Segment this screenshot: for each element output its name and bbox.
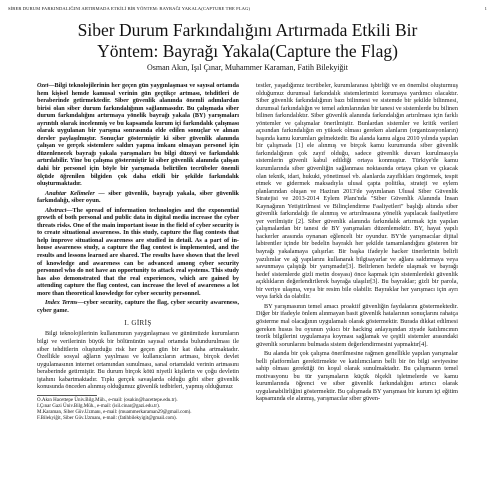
anahtar-text: siber güvenlik, bayrağı yakala, siber güvenlik farkındalığı, siber oyun.: [37, 189, 239, 205]
body-paragraph-2: BY yarışmasının temel amacı proaktif güvenliğin faydalarını göstermektedir. Diğer bir ifadeyle önlem alınmayan basit güvenlik hatalarının sonuçlarını rahatça gösterme mal olacağının uygulamalı olarak göstermektir. Burada dikkat edilmesi gereken husus bu oyunun yıkıcı bir hacking anlayışından ziyade katılımcının teorik bilgilerini uygulamaya koyması sağlamak ve çeşitli sistemler arasındaki güvenlik sorunlarını bulmada sistem değerlendirmesini yapmaktır[4].: [256, 302, 458, 348]
index-terms: [37, 299, 239, 314]
footnote-akin: O.Akın Hacettepe Üniv.Bilg.Müh., e-mail: (osakin@hacettepe.edu.tr).: [37, 397, 178, 403]
turkish-keywords: [37, 190, 239, 205]
running-head: [8, 6, 487, 14]
abstract-text: The spread of information technologies and the exponential growth of both personal and public data in digital media increase the cyber threats risks. One of the main important issue in the field of cyber security is to create situational awareness. In this study, capture the flag contests that help improve situational awareness are studied in detail. As a part of in-house awareness study, a capture the flag contest is implemented, and the results and lessons learned are shared. The results have shown that the level of knowledge and awareness can be advanced among cyber security personnel who do not have an opportunity to attack real systems. This study has also demonstrated that the real experiences, which are gained by attending capture the flag contest, can increase the level of awareness a lot more than theoretical knowledge for cyber security personnel.: [37, 206, 239, 297]
page-number: 1: [484, 6, 487, 11]
running-head-title: SİBER DURUM FARKINDALIĞINI ARTIRMADA ETKİLİ BİR YÖNTEM: BAYRAĞI YAKALA(CAPTURE THE FLAG): [8, 6, 251, 11]
ozet-label: Özet—: [37, 82, 55, 89]
section-heading-introduction: I. GİRİŞ: [124, 319, 152, 328]
anahtar-label: Anahtar Kelimeler —: [45, 189, 105, 197]
author-list: Osman Akın, Işıl Çınar, Muhammer Karaman, Fatih Bilekyiğit: [147, 63, 348, 72]
footnote-bilekyigit: F.Bilekyiğit, Siber Güv.Uzmanı, e-mail: (fatihbilekyigit@gmail.com).: [37, 416, 177, 422]
index-terms-label: Index Terms: [45, 299, 78, 307]
paper-title: [0, 20, 495, 62]
paper-title-line-2: Yöntem: Bayrağı Yakala(Capture the Flag): [97, 41, 398, 61]
left-column: [37, 82, 239, 489]
footnote-cinar: I.Çınar Gazi Üniv.Bilg.Müh., e-mail: (isil.cinar@gazi.edu.tr).: [37, 403, 160, 409]
footnote-divider: [37, 395, 97, 396]
body-paragraph-3: Bu alanda bir çok çalışma önerilmesine rağmen genellikle yapılan yarışmalar belli platformları gerektirmekte ve katılımcıların belli bir ön bilgi seviyesine sahip olması gerektiği ön koşul olarak sunulmaktadır. Bu çalışmanın temel motivasyonu bu tür yarışmaların küçük ölçekli işletmelerde ve kamu kurumlarında öğrenci ve siber güvenlik farkındalığını artırıcı olarak uygulanabilirliğini göstermektir. Bu çalışmada BY yarışması bir kurum içi eğitim kapsamında ele alınmış, yarışmacılar siber güven-: [256, 350, 458, 403]
english-abstract: [37, 207, 239, 298]
abstract-label: Abstract—: [45, 206, 73, 214]
turkish-abstract: [37, 82, 239, 188]
body-paragraph-1: testler, yaşadığımız tecrübeler, kurumlararası işbirliği ve en önemlisi oluşturmuş olduğumuz durumsal farkındalık sistemlerimizi korumaya yardımcı olacaktır. Siber güvenlik farkındalığının bazı bilinmesi ve sistemde bir şekilde bilinmesi, durumsal farkındalığın ve temel adımlarından bir tanesi ve sistemlerde bu bilinen bilinen farkındalıktır. Siber güvenlik alanında farkındalığın artırılması için farklı yöntemler ve çalışmalar önerilmiştir. Bunlardan sistemler ve kritik verileri açısından farkındalığın en yüksek olması gereken alanların (organizasyonların) başında kamu kurumları gelmektedir. Bu alanda kamu algısı 2010 yılında yapılan bir çalışmada [1] ele alınmış ve birçok kamu kurumunda siber güvenlik farkındalığının çok zayıf olduğu, sadece güvenlik duvarı kurulmasıyla sistemlerin güvenli kabul edildiği ortaya konmuştur. Türkiye'de kamu kurumlarında siber güvenliğin sağlanması noktasında ortaya çıkan ve çıkacak olan teknik, idari, hukuki, yönetimsel vb. alanlarda zayıflıkları öngörmek, tespit etmek ve gidermek maksadıyla ulusal çapta politika, strateji ve eylem planlarından oluşan ve Haziran 2013'de yayımlanan Ulusal Siber Güvenlik Stratejisi ve 2013-2014 Eylem Planı'nda "Siber Güvenlik Alanında İnsan Kaynağının Yetiştirilmesi ve Bilinçlendirme Faaliyetleri" başlığı altında siber güvenlik farkındalığı ile alınmış ve artırılmasına yönelik yapılacak faaliyetlere yer verilmiştir [2]. Siber güvenlik alanında farkındalık artırmak için yapılan çalışmalardan bir tanesi de BY yarışmaları düzenlemektir. BY, hayat yapılı hackerler arasında oynanan eğlenceli bir oyundur. BY'de yarışmacılar dijital labirentler içinde bir bedelin bayraklı her şekilde tamamlandığını gösteren bir bayrağı yakalamaya çalışırlar. Bir başka ifadeyle hacker tinerlerinin belirli yazılımlar ve ağ yapılarını kullanarak bilgisayarlar ve ağlara saldırmaya veya savunmaya çalıştığı bir yarışmadır[3]. Belirlenen hedefe ulaşmak ve bayrağı hedef sistemlerde gizli metin dosyası) önce kapmak için sistemlerdeki güvenlik açıklıkların değerlendirilerek bayrağa ulaşılır[3]. Bu bayraklar; gizli bir parola, bir veriye ulaşma, veya bir resim bile olabilir. Bayraklar her yarışmacı için ayrı veya farklı da olabilir.: [256, 82, 458, 301]
footnote-karaman: M.Karaman, Siber Güv.Uzmanı, e-mail: (muammerkaraman29@gmail.com).: [37, 410, 192, 416]
ozet-text: Bilgi teknolojilerinin her geçen gün yaygınlaşması ve sayısal ortamda hem kişisel hemde kamusal verinin gün geçtikçe artması, tehditleri de beraberinde getirmektedir. Siber güvenlik alanında önemli adımlardan birisi olan siber durum farkındalığının sağlanmasıdır. Bu çalışmada siber durum farkındalığını artırmaya yönelik bayrağı yakala (BY) yarışmaları ayrıntılı olarak incelenmiş ve bu kapsamda kurum içi farkındalık çalışması olarak uygulanan bir yarışma sonrasında elde edilen sonuçlar ve alınan dersler paylaşılmıştır. Sonuçlar göstermiştir ki siber güvenlik alanında çalışan ve gerçek sistemlere saldırı yapma imkanı olmayan personel için düzenlenecek bayrağı yakala yarışmaları bu bilgi düzeyi ve farkındalık artırılabilir. Yine bu çalışma göstermiştir ki siber güvenlik alanında çalışan dahi bir personel için böyle bir yarışmada belirtilen tecrübeler önemli ölçüde öğrenilen bilgiden çok daha etkili bir şekilde farkındalık oluşturmaktadır.: [37, 82, 239, 188]
paper-title-line-1: Siber Durum Farkındalığını Artırmada Etkili Bir: [77, 20, 418, 40]
index-terms-text: —cyber security, capture the flag, cyber security awareness, cyber game.: [37, 299, 239, 314]
right-column: [256, 82, 458, 489]
introduction-paragraph: Bilgi teknolojilerinin kullanımının yaygınlaşması ve günümüzde kurumların bilgi ve verilerinin büyük bir bölümünün sayısal ortamda bulundurulması ile siber tehditlerin oluşturduğu risk her geçen gün bir kat daha artmaktadır. Özellikle sosyal ağların yayılması ve kullanıcıların artması, birçok devlet uygulamasının internet ortamından sunulması, sanal ortamdaki verinin artmasını beraberinde getirmiştir. Bu durum birçok kötü niyetli kişilerin ve çoğu devletin iştahını kabartmaktadır. Tıpkı gerçek savaşlarda olduğu gibi siber güvenlik konusunda önceden alınmış olduğumuz güvenlik tedbirleri, yapmış olduğumuz: [37, 330, 239, 391]
